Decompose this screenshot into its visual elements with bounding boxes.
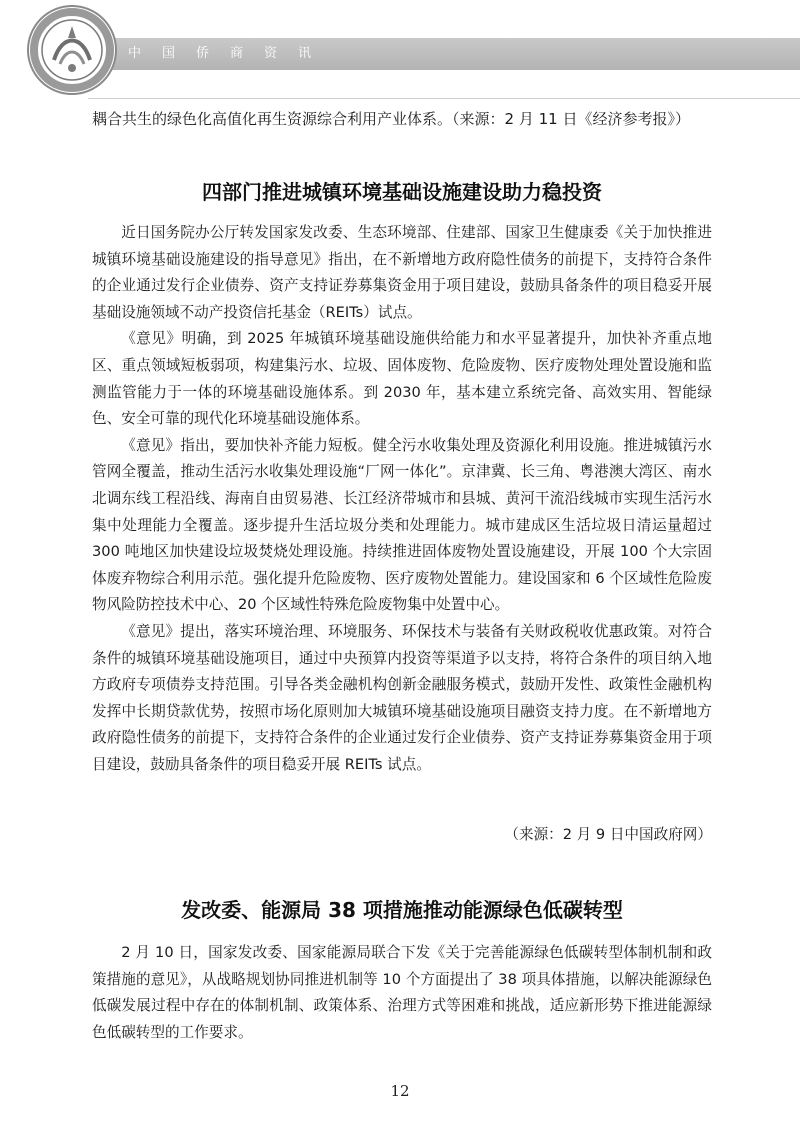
page-number: 12 <box>390 1082 410 1100</box>
article-source: （来源：2 月 9 日中国政府网） <box>504 826 712 843</box>
continued-text-line: 耦合共生的绿色化高值化再生资源综合利用产业体系。（来源：2 月 11 日《经济参考报》） <box>92 110 690 128</box>
chamber-logo-icon <box>26 4 118 96</box>
paragraph: 2 月 10 日，国家发改委、国家能源局联合下发《关于完善能源绿色低碳转型体制机制和政策措施的意见》，从战略规划协同推进机制等 10 个方面提出了 38 项具体措施，以解决能源绿色低碳发展过程中存在的体制机制、政策体系、治理方式等困难和挑战，适应新形势下推进能源绿色低碳转型的工作要求。 <box>92 944 712 1041</box>
paragraph: 《意见》提出，落实环境治理、环境服务、环保技术与装备有关财政税收优惠政策。对符合条件的城镇环境基础设施项目，通过中央预算内投资等渠道予以支持，将符合条件的项目纳入地方政府专项债券支持范围。引导各类金融机构创新金融服务模式，鼓励开发性、政策性金融机构发挥中长期贷款优势，按照市场化原则加大城镇环境基础设施项目融资支持力度。在不新增地方政府隐性债务的前提下，支持符合条件的企业通过发行企业债券、资产支持证券募集资金用于项目建设，鼓励具备条件的项目稳妥开展 REITs 试点。 <box>92 622 712 773</box>
paragraph: 近日国务院办公厅转发国家发改委、生态环境部、住建部、国家卫生健康委《关于加快推进城镇环境基础设施建设的指导意见》指出，在不新增地方政府隐性债务的前提下，支持符合条件的企业通过发行企业债券、资产支持证券募集资金用于项目建设，鼓励具备条件的项目稳妥开展基础设施领域不动产投资信托基金（REITs）试点。 <box>92 224 712 321</box>
article-title-environment-infrastructure: 四部门推进城镇环境基础设施建设助力稳投资 <box>202 180 602 204</box>
article-body-energy-transition <box>92 940 712 1046</box>
header-divider <box>88 98 800 99</box>
paragraph: 《意见》明确，到 2025 年城镇环境基础设施供给能力和水平显著提升，加快补齐重点地区、重点领域短板弱项，构建集污水、垃圾、固体废物、危险废物、医疗废物处理处置设施和监测监管能力于一体的环境基础设施体系。到 2030 年，基本建立系统完备、高效实用、智能绿色、安全可靠的现代化环境基础设施体系。 <box>92 330 712 428</box>
article-body-environment-infrastructure <box>92 220 712 778</box>
article-title-energy-transition: 发改委、能源局 38 项措施推动能源绿色低碳转型 <box>181 898 623 922</box>
header-title: 中国侨商资讯 <box>128 46 333 61</box>
paragraph: 《意见》指出，要加快补齐能力短板。健全污水收集处理及资源化利用设施。推进城镇污水管网全覆盖，推动生活污水收集处理设施“厂网一体化”。京津冀、长三角、粤港澳大湾区、南水北调东线工程沿线、海南自由贸易港、长江经济带城市和县城、黄河干流沿线城市实现生活污水集中处理能力全覆盖。逐步提升生活垃圾分类和处理能力。城市建成区生活垃圾日清运量超过 300 吨地区加快建设垃圾焚烧处理设施。持续推进固体废物处置设施建设，开展 100 个大宗固体废弃物综合利用示范。强化提升危险废物、医疗废物处置能力。建设国家和 6 个区域性危险废物风险防控技术中心、20 个区域性特殊危险废物集中处置中心。 <box>92 436 712 614</box>
